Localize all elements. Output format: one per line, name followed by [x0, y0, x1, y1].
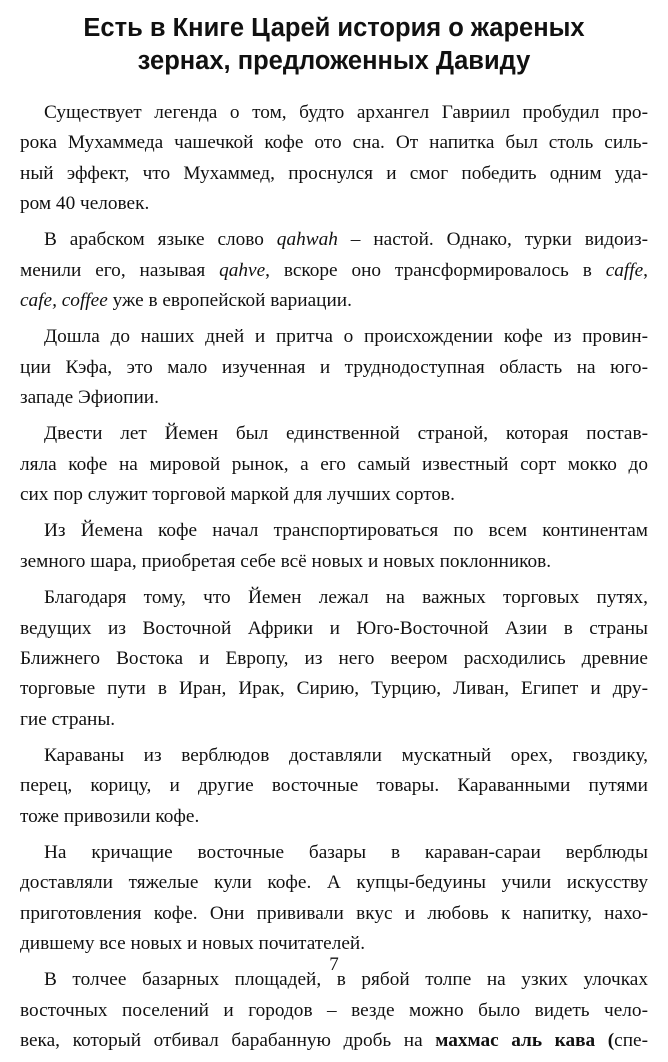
- text-line: восточных поселений и городов – везде можно было видеть чело-: [20, 999, 648, 1021]
- text-line: Дошла до наших дней и притча о происхождении кофе из провин-: [44, 326, 648, 348]
- text-line: ный эффект, что Мухаммед, проснулся и смог победить одним уда-: [20, 162, 648, 184]
- text-line: дившему все новых и новых почитателей.: [20, 932, 366, 954]
- page-number: 7: [329, 954, 339, 975]
- text-line: Благодаря тому, что Йемен лежал на важных торговых путях,: [44, 587, 648, 609]
- paragraph: [20, 419, 648, 510]
- text-line: ляла кофе на мировой рынок, а его самый известный сорт мокко до: [20, 453, 648, 475]
- text-line: земного шара, приобретая себе всё новых и новых поклонников.: [20, 550, 552, 572]
- text-segment: , вскоре оно трансформировалось в: [265, 259, 606, 281]
- body-text: [20, 98, 648, 1062]
- italic-term: caffe: [605, 259, 644, 281]
- text-segment: – настой. Однако, турки видоиз-: [337, 229, 648, 251]
- text-line: торговые пути в Иран, Ирак, Сирию, Турцию, Ливан, Египет и дру-: [20, 678, 648, 700]
- heading-line: зернах, предложенных Давиду: [137, 47, 531, 75]
- italic-term: cafe, coffee: [20, 290, 108, 312]
- chapter-heading: [30, 12, 638, 78]
- text-line: Двести лет Йемен был единственной страной, которая постав-: [44, 423, 648, 445]
- paragraph: [20, 98, 648, 219]
- paragraph: [20, 741, 648, 832]
- paragraph: [20, 225, 648, 316]
- text-segment: менили его, называя: [20, 259, 220, 281]
- text-line: [20, 286, 648, 316]
- text-line: гие страны.: [20, 708, 116, 730]
- text-line: Караваны из верблюдов доставляли мускатный орех, гвоздику,: [44, 744, 648, 766]
- text-line: На кричащие восточные базары в караван-сараи верблюды: [44, 841, 648, 863]
- text-line: доставляли тяжелые кули кофе. А купцы-бедуины учили искусству: [20, 872, 648, 894]
- paragraph: [20, 965, 648, 1056]
- text-segment: спе-: [614, 1029, 648, 1051]
- paragraph: [20, 583, 648, 735]
- text-segment: века, который отбивал барабанную дробь на: [20, 1029, 436, 1051]
- text-line: ведущих из Восточной Африки и Юго-Восточной Азии в страны: [20, 617, 648, 639]
- text-line: приготовления кофе. Они прививали вкус и любовь к напитку, нахо-: [20, 902, 648, 924]
- text-line: В толчее базарных площадей, в рябой толпе на узких улочках: [44, 969, 648, 991]
- text-line: [20, 256, 648, 286]
- text-line: ции Кэфа, это мало изученная и труднодоступная область на юго-: [20, 356, 648, 378]
- text-segment: В арабском языке слово: [44, 229, 277, 251]
- paragraph: [20, 516, 648, 577]
- heading-line: Есть в Книге Царей история о жареных: [83, 14, 585, 42]
- text-line: сих пор служит торговой маркой для лучших сортов.: [20, 484, 455, 506]
- text-line: рока Мухаммеда чашечкой кофе ото сна. От напитка был столь силь-: [20, 132, 648, 154]
- paragraph: [20, 838, 648, 959]
- italic-term: qahve: [219, 259, 266, 281]
- text-line: перец, корицу, и другие восточные товары. Караванными путями: [20, 775, 648, 797]
- bold-term: махмас аль кава (: [435, 1029, 615, 1051]
- text-segment: ,: [643, 259, 648, 281]
- paragraph: [20, 322, 648, 413]
- text-line: тоже привозили кофе.: [20, 805, 200, 827]
- text-line: [20, 225, 648, 255]
- text-segment: уже в европейской вариации.: [107, 290, 352, 312]
- text-line: ром 40 человек.: [20, 193, 150, 215]
- italic-term: qahwah: [276, 229, 338, 251]
- text-line: западе Эфиопии.: [20, 387, 159, 409]
- text-line: Существует легенда о том, будто архангел Гавриил пробудил про-: [44, 102, 648, 123]
- text-line: [20, 1026, 648, 1056]
- text-line: Из Йемена кофе начал транспортироваться по всем континентам: [44, 520, 648, 542]
- text-line: Ближнего Востока и Европу, из него веером расходились древние: [20, 647, 648, 669]
